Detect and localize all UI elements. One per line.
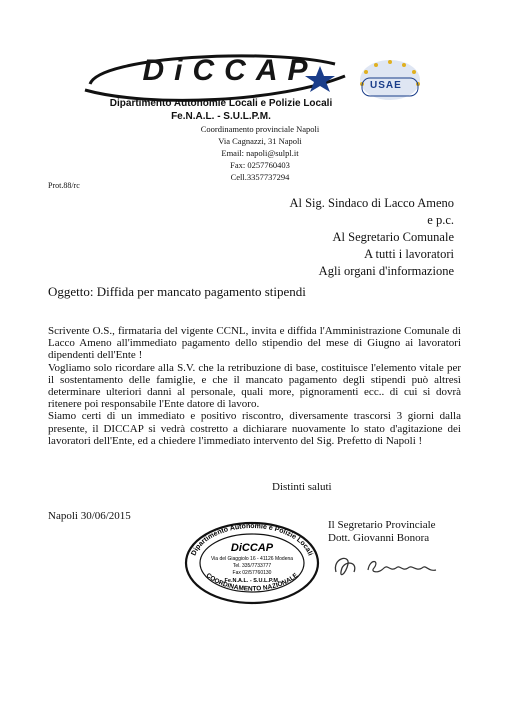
signatory-name: Dott. Giovanni Bonora [328,532,430,544]
federation-name: Fe.N.A.L. - S.U.L.P.M. [171,111,271,122]
handwritten-signature [328,550,448,584]
usae-logo [352,58,428,110]
contact-address: Via Cagnazzi, 31 Napoli [218,136,302,146]
subject-line: Oggetto: Diffida per mancato pagamento stipendi [48,284,306,299]
recipient-line: Al Segretario Comunale [332,230,454,244]
body-paragraph: Vogliamo solo ricordare alla S.V. che la retribuzione di base, costituisce l'elemento vitale per il sostentamento delle famiglie, e che il mancato pagamento degli stipendi può altresì determinare ulteriori danni al personale, quali more, pignoramenti ecc.. di cui si dovrà ritenere poi responsabile l'Ente datore di lavoro. [48,361,461,411]
recipient-line: e p.c. [427,213,454,227]
stamp-address: Via del Giaggiolo 16 - 41126 Modena [210,556,294,562]
place-date: Napoli 30/06/2015 [48,510,131,522]
recipient-line: Agli organi d'informazione [318,264,454,278]
letter-body [48,325,461,447]
official-stamp [182,518,322,608]
recipient-line: A tutti i lavoratori [364,247,454,261]
contact-coordination: Coordinamento provinciale Napoli [200,124,320,134]
signatory-role: Il Segretario Provinciale [328,519,436,531]
logo-text: DiCCAP [142,54,318,87]
contact-cell: Cell.3357737294 [230,172,290,182]
stamp-icon [182,518,322,608]
stamp-fax: Fax 02/57760130 [232,570,272,576]
stamp-logo: DiCCAP [230,542,274,554]
stamp-federation: Fe.N.A.L. - S.U.L.P.M. [224,578,280,584]
organization-name: Dipartimento Autonomie Locali e Polizie Locali [109,98,333,109]
contact-email: Email: napoli@sulpl.it [221,148,299,158]
usae-text: USAE [370,80,402,91]
body-paragraph: Scrivente O.S., firmataria del vigente CCNL, invita e diffida l'Amministrazione Comunale di Lacco Ameno all'immediato pagamento dello stipendio del mese di Giugno ai lavoratori dipendenti dell'Ente ! [48,325,461,362]
contact-fax: Fax: 0257760403 [230,160,290,170]
stamp-bottom-text: COORDINAMENTO NAZIONALE [204,572,300,593]
recipient-line: Al Sig. Sindaco di Lacco Ameno [289,196,454,210]
protocol-number: Prot.88/rc [48,181,80,190]
stamp-phone: Tel. 335/7733777 [232,563,272,569]
signature-icon [328,550,448,584]
stamp-top-text: Dipartimento Autonomie e Polizie Locali [190,522,314,557]
body-paragraph: Siamo certi di un immediato e positivo riscontro, diversamente trascorsi 3 giorni dalla presente, il DICCAP si vedrà costretto a dichiarare nuovamente lo stato d'agitazione dei lavoratori dell'Ente, ed a chiedere l'immediato intervento del Sig. Prefetto di Napoli ! [48,410,461,447]
closing: Distinti saluti [272,481,332,493]
